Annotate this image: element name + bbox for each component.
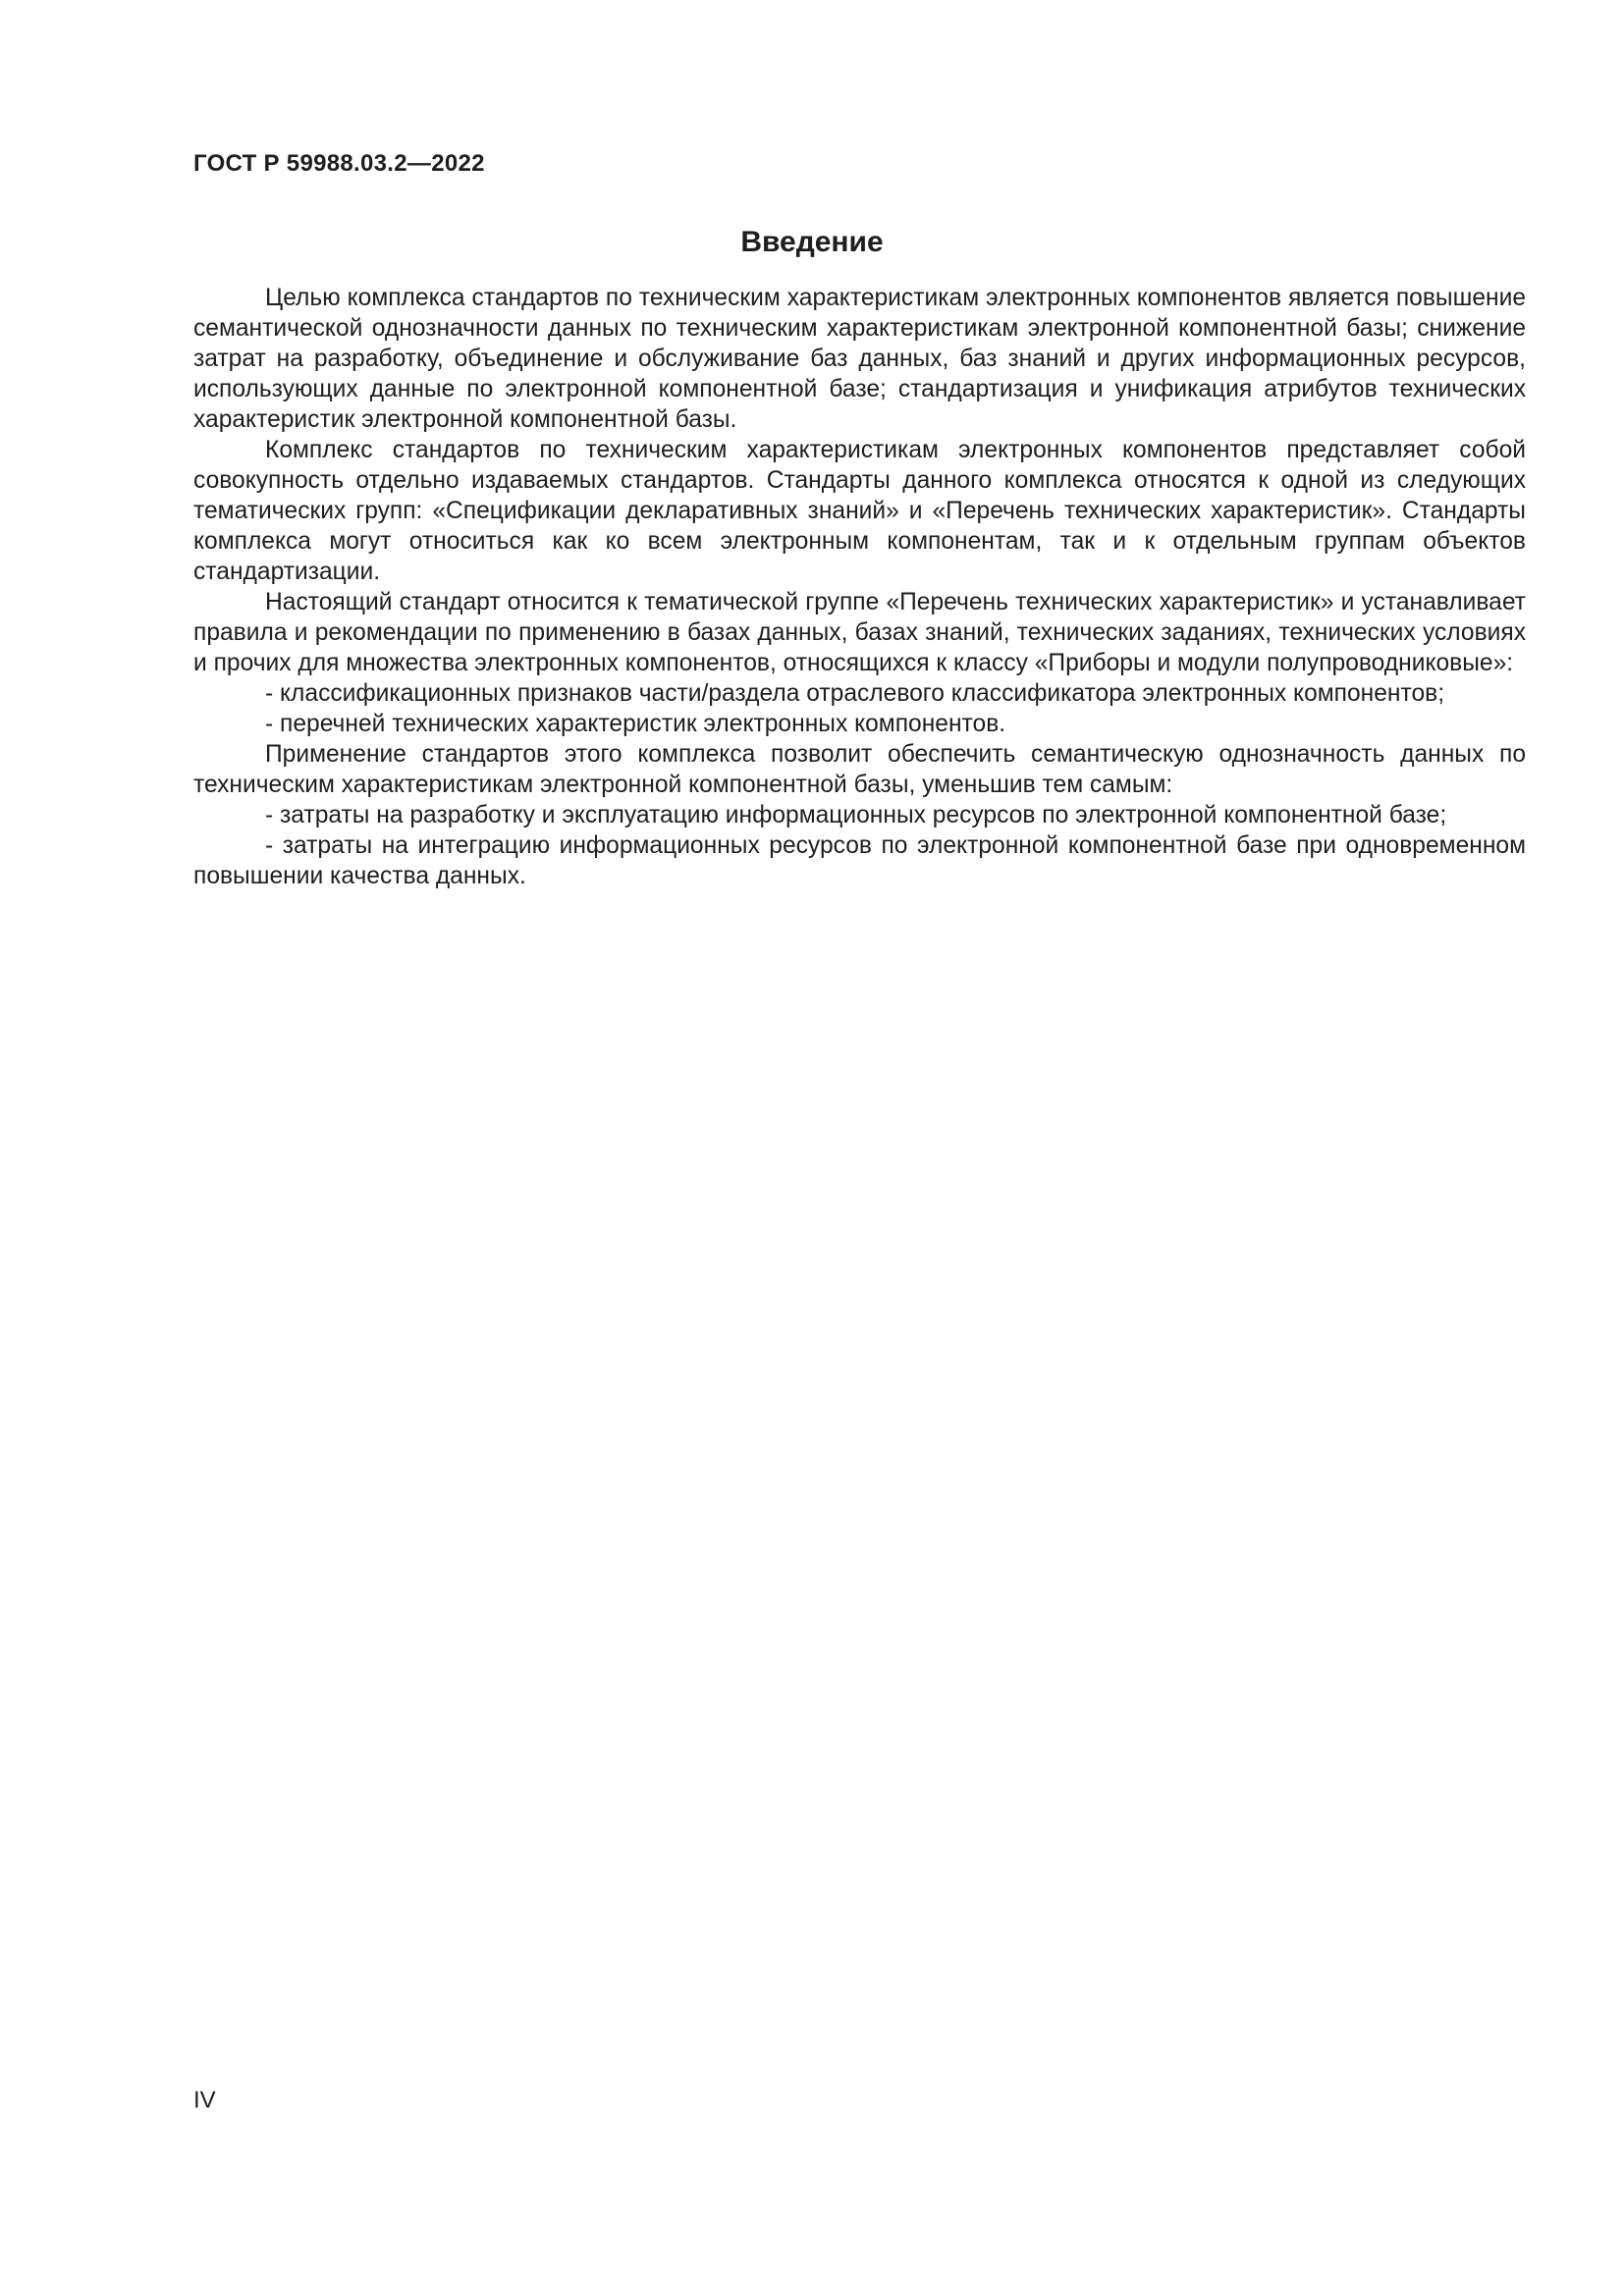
paragraph-scope: Настоящий стандарт относится к тематической группе «Перечень технических характеристик» и устанавливает правила и рекомендации по применению в базах данных, базах знаний, технических заданиях, технических условиях и прочих для множества электронных компонентов, относящихся к классу «Приборы и модули полупроводниковые»: xyxy=(193,589,1526,676)
list-item-integration-costs: - затраты на интеграцию информационных ресурсов по электронной компонентной базе при одновременном повышении качества данных. xyxy=(193,832,1526,889)
list-item-development-costs: - затраты на разработку и эксплуатацию информационных ресурсов по электронной компонентной базе; xyxy=(265,802,1447,828)
paragraph-application: Применение стандартов этого комплекса позволит обеспечить семантическую однозначность данных по техническим характеристикам электронной компонентной базы, уменьшив тем самым: xyxy=(193,741,1526,798)
paragraph-purpose: Целью комплекса стандартов по техническим характеристикам электронных компонентов является повышение семантической однозначности данных по техническим характеристикам электронной компонентной базы; снижение затрат на разработку, объединение и обслуживание баз данных, баз знаний и других информационных ресурсов, использующих данные по электронной компонентной базе; стандартизация и унификация атрибутов технических характеристик электронной компонентной базы. xyxy=(193,285,1526,433)
list-item-characteristics: - перечней технических характеристик электронных компонентов. xyxy=(265,711,1006,737)
page-number: IV xyxy=(193,2087,216,2113)
introduction-body xyxy=(193,283,1526,891)
paragraph-complex: Комплекс стандартов по техническим характеристикам электронных компонентов представляет собой совокупность отдельно издаваемых стандартов. Стандарты данного комплекса относятся к одной из следующих тематических групп: «Спецификации декларативных знаний» и «Перечень технических характеристик». Стандарты комплекса могут относиться как ко всем электронным компонентам, так и к отдельным группам объектов стандартизации. xyxy=(193,437,1526,585)
document-code: ГОСТ Р 59988.03.2—2022 xyxy=(193,150,485,177)
list-item-classification: - классификационных признаков части/раздела отраслевого классификатора электронных компонентов; xyxy=(265,680,1445,707)
section-title: Введение xyxy=(740,226,884,258)
